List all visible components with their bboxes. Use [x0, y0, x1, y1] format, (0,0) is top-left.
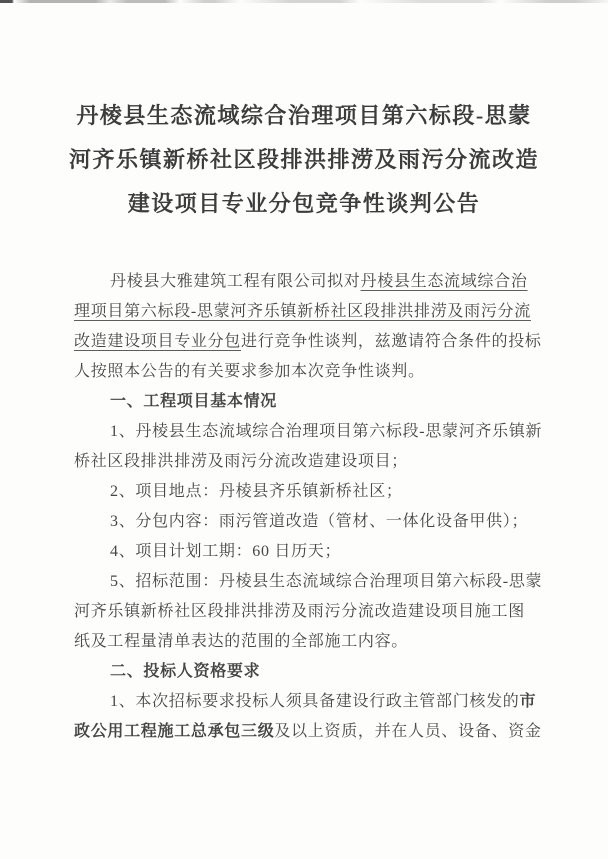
- document-line: [74, 357, 540, 387]
- body-text: 进行竞争性谈判，兹邀请符合条件的投标: [241, 333, 542, 350]
- body-text: 人按照本公告的有关要求参加本次竞争性谈判。: [74, 363, 425, 380]
- body-text: 纸及工程量清单表达的范围的全部施工内容。: [74, 633, 409, 650]
- document-title-line: 河齐乐镇新桥社区段排洪排涝及雨污分流改造: [68, 147, 539, 172]
- document-title-line: 建设项目专业分包竞争性谈判公告: [127, 191, 481, 216]
- body-text: 3、分包内容：雨污管道改造（管材、一体化设备甲供）；: [110, 513, 529, 530]
- body-text: 1、本次招标要求投标人须具备建设行政主管部门核发的: [110, 693, 520, 710]
- document-line: [74, 477, 540, 507]
- body-text: 4、项目计划工期：60 日历天；: [110, 543, 342, 560]
- document-line: [74, 387, 540, 417]
- document-line: [74, 267, 540, 297]
- scan-artifact-top-edge: [0, 0, 608, 3]
- document-line: [74, 507, 540, 537]
- document-title-line: 丹棱县生态流域综合治理项目第六标段-思蒙: [76, 103, 532, 128]
- bold-text: 一、工程项目基本情况: [110, 393, 278, 410]
- document-line: [74, 717, 540, 747]
- document-line: [74, 327, 540, 357]
- body-text: 丹棱县大雅建筑工程有限公司拟对: [110, 273, 361, 290]
- body-text: 河齐乐镇新桥社区段排洪排涝及雨污分流改造建设项目施工图: [74, 603, 525, 620]
- bold-text: 市: [519, 693, 537, 710]
- underlined-text: 改造建设项目专业分包: [74, 333, 242, 350]
- body-text: 1、丹棱县生态流域综合治理项目第六标段-思蒙河齐乐镇新: [110, 423, 543, 440]
- bold-text: 政公用工程施工总承包三级: [74, 723, 275, 740]
- underlined-text: 丹棱县生态流域综合治: [360, 273, 528, 290]
- document-line: [74, 297, 540, 327]
- document-title: [40, 94, 568, 226]
- document-line: [74, 417, 543, 447]
- document-line: [74, 567, 543, 597]
- body-text: 2、项目地点：丹棱县齐乐镇新桥社区；: [110, 483, 403, 500]
- document-line: [74, 537, 540, 567]
- document-line: [74, 657, 540, 687]
- underlined-text: 理项目第六标段-思蒙河齐乐镇新桥社区段排洪排涝及雨污分流: [74, 303, 531, 320]
- document-line: [74, 627, 540, 657]
- body-text: 及以上资质，并在人员、设备、资金: [274, 723, 542, 740]
- document-line: [74, 687, 540, 717]
- document-line: [74, 597, 540, 627]
- document-line: [74, 447, 540, 477]
- body-text: 桥社区段排洪排涝及雨污分流改造建设项目；: [74, 453, 409, 470]
- document-body: [74, 267, 543, 747]
- body-text: 5、招标范围：丹棱县生态流域综合治理项目第六标段-思蒙: [110, 573, 543, 590]
- bold-text: 二、投标人资格要求: [110, 663, 261, 680]
